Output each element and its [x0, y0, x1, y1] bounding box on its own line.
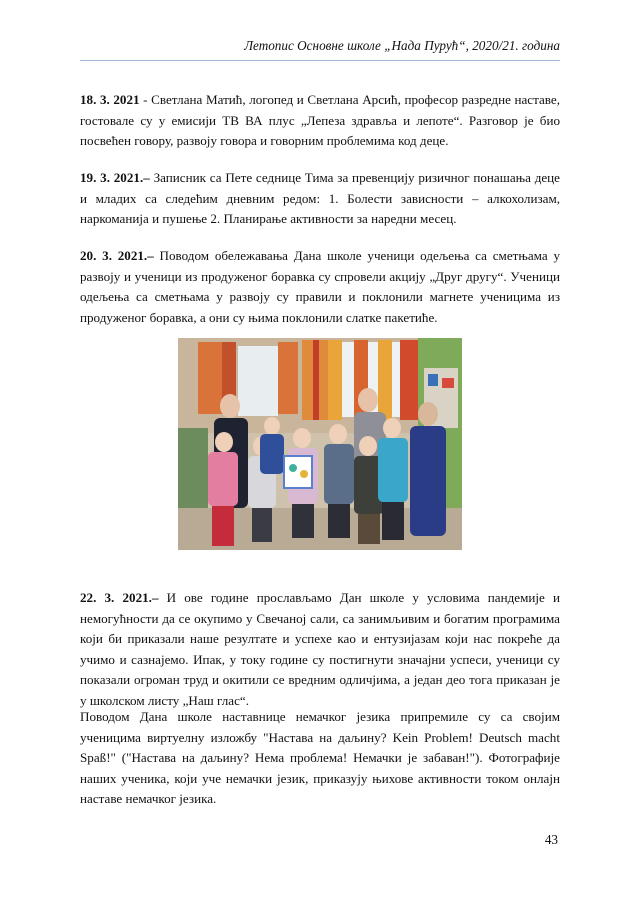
header-divider	[80, 60, 560, 61]
entry-text: - Светлана Матић, логопед и Светлана Арсић, професор разредне наставе, гостовале су у емисији ТВ ВА плус „Лепеза здравља и лепоте“. Разговор је био посвећен говору, развоју говора и говорним проблемима код деце.	[80, 92, 560, 148]
entry-text: Записник са Пете седнице Тима за превенцију ризичног понашања деце и младих са следећим дневним редом: 1. Болести зависности – алкохолизам, наркоманија и пушење 2. Планирање активности за наредни месец.	[80, 170, 560, 226]
entry-date: 22. 3. 2021.–	[80, 590, 159, 605]
entry-date: 18. 3. 2021	[80, 92, 140, 107]
entry-text: Поводом обележавања Дана школе ученици одељења са сметњама у развоју и ученици из продуженог боравка су спровели акцију „Друг другу“. Ученици одељења са сметњама у развоју су правили и поклонили магнете ученицима из продуженог боравка, а они су њима поклонили слатке пакетиће.	[80, 248, 560, 325]
chronicle-entry	[80, 90, 560, 152]
chronicle-paragraph	[80, 707, 560, 810]
paragraph-text: Поводом Дана школе наставнице немачког језика припремиле су са својим ученицима виртуелну изложбу "Настава на даљину? Kein Problem! Deutsch macht Spaß!" ("Настава на даљину? Нема проблема! Немачки је забаван!"). Фотографије наших ученика, који уче немачки језик, приказују њихове активности током онлајн наставе немачког језика.	[80, 709, 560, 806]
entry-date: 20. 3. 2021.–	[80, 248, 154, 263]
entry-date: 19. 3. 2021.–	[80, 170, 150, 185]
page-number: 43	[544, 832, 558, 847]
chronicle-entry	[80, 246, 560, 328]
chronicle-entry	[80, 588, 560, 711]
class-group-photo	[178, 338, 462, 550]
chronicle-entry	[80, 168, 560, 230]
entry-text: И ове године прослављамо Дан школе у условима пандемије и немогућности да се окупимо у Свечаној сали, са занимљивим и богатим програмима који би приказали наше резултате и успехе као и ентузијазам који нас покреће да учимо и сазнајемо. Ипак, у току године су постигнути значајни успеси, ученици су показали огроман труд и окитили се вредним одличјима, а један део тога приказан је у школском листу „Наш глас“.	[80, 590, 560, 708]
running-header: Летопис Основне школе „Нада Пурућ“, 2020/21. година	[244, 38, 560, 53]
